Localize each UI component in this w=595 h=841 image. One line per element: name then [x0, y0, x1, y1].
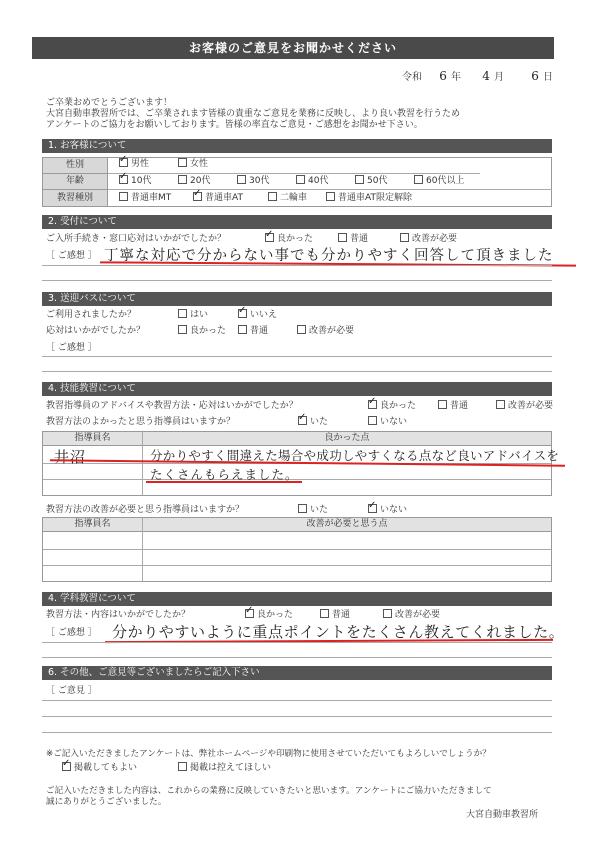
form-title: お客様のご意見をお聞かせください	[32, 37, 554, 59]
age-60s-plus[interactable]: 60代以上	[414, 176, 464, 187]
checkbox-icon[interactable]	[119, 192, 128, 201]
date-month-unit: 月	[494, 72, 505, 83]
bus-use-yes[interactable]: はい	[178, 310, 208, 321]
gender-label: 性別	[42, 157, 108, 174]
checkbox-checked-icon[interactable]	[193, 192, 202, 201]
publish-allow[interactable]: ✓掲載してもよい	[62, 763, 137, 774]
bus-service-question: 応対はいかがでしたか？	[46, 326, 146, 336]
skills-advice-improve[interactable]: 改善が必要	[496, 401, 553, 412]
academic-good[interactable]: ✓ 良かった	[245, 610, 293, 621]
reception-comment[interactable]: 丁寧な対応で分からない事でも分かりやすく回答して頂きました	[104, 248, 554, 264]
skills-advice-normal[interactable]: 普通	[438, 401, 468, 412]
date-year-unit: 年	[451, 72, 462, 83]
type-mt[interactable]: 普通車MT	[119, 193, 171, 204]
checkbox-icon[interactable]	[178, 158, 187, 167]
checkbox-icon[interactable]	[238, 325, 247, 334]
checkbox-icon[interactable]	[438, 400, 447, 409]
academic-normal[interactable]: 普通	[320, 610, 350, 621]
bus-service-improve[interactable]: 改善が必要	[297, 326, 354, 337]
checkbox-icon[interactable]	[178, 325, 187, 334]
checkbox-checked-icon[interactable]	[265, 233, 274, 242]
good-instructor-question: 教習方法のよかったと思う指導員はいますか？	[46, 417, 236, 427]
good-points-line-2[interactable]: たくさんもらえました。	[150, 467, 299, 482]
checkbox-icon[interactable]	[178, 175, 187, 184]
checkbox-checked-icon[interactable]	[368, 400, 377, 409]
checkbox-icon[interactable]	[298, 504, 307, 513]
checkbox-checked-icon[interactable]	[119, 158, 128, 167]
checkbox-icon[interactable]	[268, 192, 277, 201]
intro-line-3: アンケートのご協力をお願いしております。皆様の率直なご意見・ご感想をお聞かせ下さい。	[46, 120, 423, 130]
academic-improve[interactable]: 改善が必要	[383, 610, 440, 621]
age-10s[interactable]: ✓10代	[119, 176, 151, 187]
publish-question: ※ご記入いただきましたアンケートは、弊社ホームページや印刷物に使用させていただいてもよろしいでしょうか？	[46, 749, 491, 759]
section-4-header: 4. 技能教習について	[42, 382, 552, 396]
reception-improve[interactable]: 改善が必要	[400, 234, 457, 245]
checkbox-icon[interactable]	[355, 175, 364, 184]
date-month[interactable]: 4	[482, 69, 491, 83]
age-label: 年齢	[42, 173, 108, 190]
checkbox-icon[interactable]	[297, 325, 306, 334]
section-5-header: 4. 学科教習について	[42, 592, 552, 606]
improve-instructor-no[interactable]: ✓ いない	[368, 505, 407, 516]
checkbox-checked-icon[interactable]	[298, 416, 307, 425]
age-30s[interactable]: 30代	[237, 176, 269, 187]
checkbox-checked-icon[interactable]	[119, 175, 128, 184]
checkbox-checked-icon[interactable]	[238, 309, 247, 318]
academic-question: 教習方法・内容はいかがでしたか？	[46, 610, 191, 620]
other-comment-label: ［ ご意見 ］	[46, 686, 97, 696]
checkbox-icon[interactable]	[237, 175, 246, 184]
date-day-unit: 日	[543, 72, 554, 83]
checkbox-icon[interactable]	[326, 192, 335, 201]
thanks-line-1: ご記入いただきました内容は、これからの業務に反映していきたいと思います。アンケートにご協力いただきまして	[46, 786, 492, 796]
col-instructor-name-2: 指導員名	[43, 518, 142, 532]
school-name: 大宮自動車教習所	[466, 810, 539, 820]
checkbox-icon[interactable]	[496, 400, 505, 409]
bus-service-normal[interactable]: 普通	[238, 326, 268, 337]
academic-comment[interactable]: 分かりやすいように重点ポイントをたくさん教えてくれました。	[112, 623, 565, 641]
col-improve-points: 改善が必要と思う点	[143, 518, 551, 532]
bus-service-good[interactable]: 良かった	[178, 326, 226, 337]
date-day[interactable]: 6	[531, 69, 540, 83]
type-motorcycle[interactable]: 二輪車	[268, 193, 307, 204]
age-50s[interactable]: 50代	[355, 176, 387, 187]
section-1-header: 1. お客様について	[42, 139, 552, 153]
reception-comment-label: ［ ご感想 ］	[46, 251, 97, 261]
section-6-header: 6. その他、ご意見等ございましたらご記入下さい	[42, 666, 552, 680]
reception-question: ご入所手続き・窓口応対はいかがでしたか？	[46, 234, 227, 244]
improve-instructor-question: 教習方法の改善が必要と思う指導員はいますか？	[46, 505, 245, 515]
section-3-header: 3. 送迎バスについて	[42, 292, 552, 306]
date-year[interactable]: 6	[439, 69, 448, 83]
checkbox-icon[interactable]	[400, 233, 409, 242]
type-at[interactable]: ✓ 普通車AT	[193, 193, 243, 204]
type-at-limit-release[interactable]: 普通車AT限定解除	[326, 193, 412, 204]
checkbox-icon[interactable]	[383, 609, 392, 618]
reception-normal[interactable]: 普通	[338, 234, 368, 245]
reception-good[interactable]: ✓ 良かった	[265, 234, 313, 245]
checkbox-checked-icon[interactable]	[62, 762, 71, 771]
bus-use-question: ご利用されましたか？	[46, 310, 137, 320]
age-40s[interactable]: 40代	[296, 176, 328, 187]
academic-comment-label: ［ ご感想 ］	[46, 628, 97, 638]
gender-female[interactable]: 女性	[178, 159, 208, 170]
red-underline	[146, 481, 302, 483]
bus-comment-label: ［ ご感想 ］	[46, 343, 97, 353]
gender-male[interactable]: ✓男性	[119, 159, 149, 170]
good-instructor-no[interactable]: いない	[368, 417, 407, 428]
intro-line-1: ご卒業おめでとうございます！	[46, 98, 173, 108]
checkbox-icon[interactable]	[320, 609, 329, 618]
checkbox-icon[interactable]	[338, 233, 347, 242]
col-good-points: 良かった点	[143, 432, 551, 446]
publish-decline[interactable]: 掲載は控えてほしい	[178, 763, 271, 774]
intro-line-2: 大宮自動車教習所では、ご卒業されます皆様の貴重なご意見を業務に反映し、より良い教習を行うため	[46, 109, 461, 119]
good-instructor-name[interactable]: 井沼	[54, 448, 87, 466]
skills-advice-good[interactable]: ✓ 良かった	[368, 401, 416, 412]
skills-advice-question: 教習指導員のアドバイスや教習方法・応対はいかがでしたか？	[46, 401, 298, 411]
date-era: 令和	[402, 72, 422, 83]
section-2-header: 2. 受付について	[42, 215, 552, 229]
good-points-line-1[interactable]: 分かりやすく間違えた場合や成功しやすくなる点など良いアドバイスを	[150, 448, 560, 463]
checkbox-icon[interactable]	[414, 175, 423, 184]
checkbox-icon[interactable]	[368, 416, 377, 425]
improve-instructor-yes[interactable]: いた	[298, 505, 328, 516]
bus-use-no[interactable]: ✓ いいえ	[238, 310, 277, 321]
col-instructor-name: 指導員名	[43, 432, 142, 446]
checkbox-icon[interactable]	[296, 175, 305, 184]
checkbox-checked-icon[interactable]	[245, 609, 254, 618]
checkbox-checked-icon[interactable]	[368, 504, 377, 513]
age-20s[interactable]: 20代	[178, 176, 210, 187]
type-label: 教習種別	[42, 189, 108, 207]
date	[402, 71, 553, 83]
good-instructor-yes[interactable]: ✓ いた	[298, 417, 328, 428]
checkbox-icon[interactable]	[178, 309, 187, 318]
thanks-line-2: 誠にありがとうございました。	[46, 797, 167, 807]
checkbox-icon[interactable]	[178, 762, 187, 771]
